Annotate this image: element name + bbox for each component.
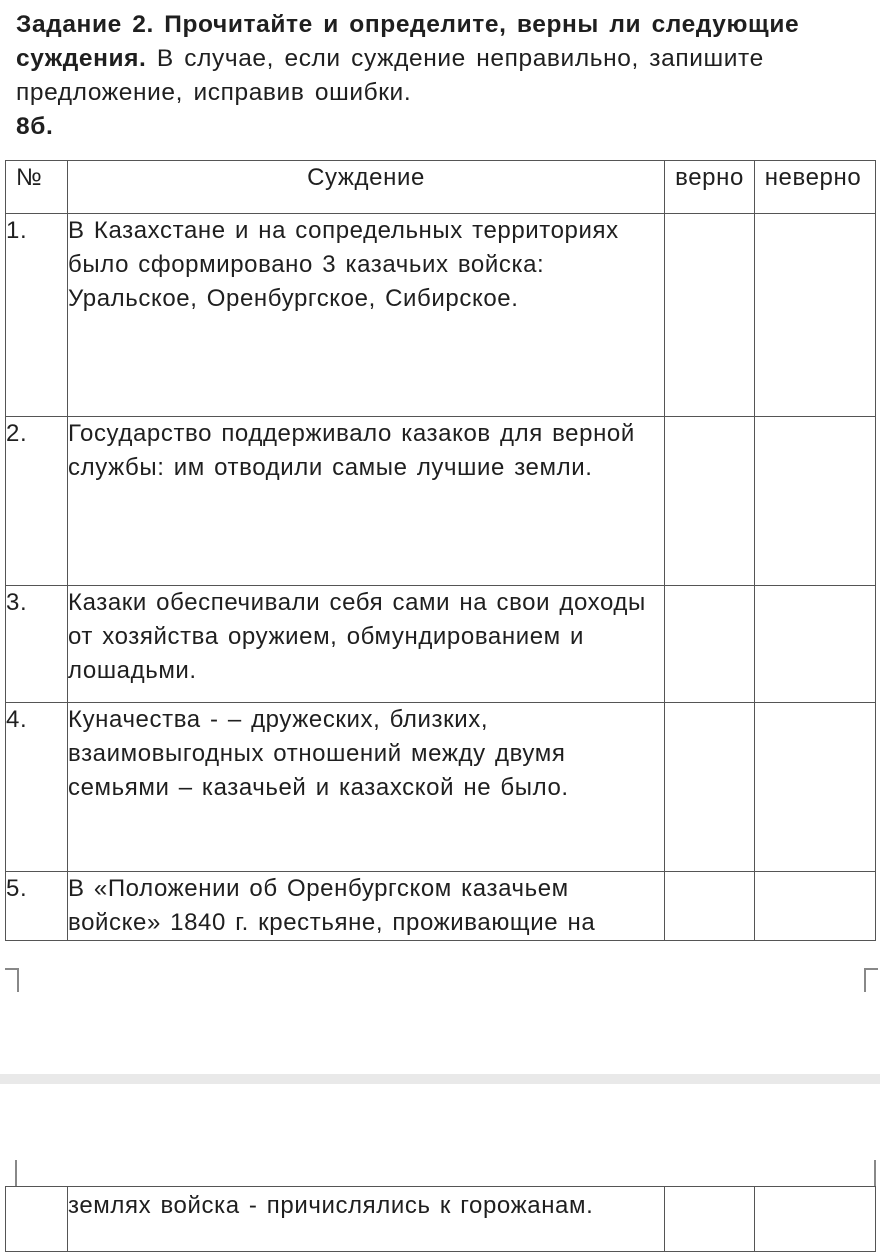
- row-number: [6, 1187, 68, 1252]
- row-number: 4.: [6, 703, 68, 872]
- statements-table-continuation: [5, 1186, 876, 1252]
- task-title: Задание 2. Прочитайте и определите, верны ли следующие суждения.: [16, 11, 800, 72]
- row-statement: В Казахстане и на сопредельных территориях было сформировано 3 казачьих войска: Уральское, Оренбургское, Сибирское.: [68, 214, 665, 417]
- false-answer-cell[interactable]: [755, 417, 876, 586]
- row-statement: Куначества - – дружеских, близких, взаимовыгодных отношений между двумя семьями – казачьей и казахской не было.: [68, 703, 665, 872]
- false-answer-cell[interactable]: [755, 586, 876, 703]
- true-answer-cell[interactable]: [665, 872, 755, 941]
- false-answer-cell[interactable]: [755, 703, 876, 872]
- true-answer-cell[interactable]: [665, 417, 755, 586]
- statements-table: [5, 160, 876, 941]
- page-break-divider: [0, 1074, 880, 1084]
- row-number: 1.: [6, 214, 68, 417]
- row-statement: В «Положении об Оренбургском казачьем войске» 1840 г. крестьяне, проживающие на: [68, 872, 665, 941]
- task-heading: [16, 8, 866, 144]
- header-statement: Суждение: [68, 161, 665, 214]
- table-row: [6, 703, 876, 872]
- table-row: [6, 872, 876, 941]
- true-answer-cell[interactable]: [665, 214, 755, 417]
- row-statement-continued: землях войска - причислялись к горожанам.: [68, 1187, 665, 1252]
- header-true: верно: [665, 161, 755, 214]
- page-corner-mark: [864, 968, 878, 992]
- false-answer-cell[interactable]: [755, 1187, 876, 1252]
- table-row: [6, 586, 876, 703]
- table-row: [6, 1187, 876, 1252]
- true-answer-cell[interactable]: [665, 703, 755, 872]
- row-statement: Государство поддерживало казаков для верной службы: им отводили самые лучшие земли.: [68, 417, 665, 586]
- task-score: 8б.: [16, 113, 54, 140]
- table-row: [6, 417, 876, 586]
- page-corner-mark: [862, 1160, 876, 1186]
- table-header-row: [6, 161, 876, 214]
- header-false: неверно: [755, 161, 876, 214]
- row-statement: Казаки обеспечивали себя сами на свои доходы от хозяйства оружием, обмундированием и лошадьми.: [68, 586, 665, 703]
- table-row: [6, 214, 876, 417]
- row-number: 3.: [6, 586, 68, 703]
- false-answer-cell[interactable]: [755, 872, 876, 941]
- true-answer-cell[interactable]: [665, 586, 755, 703]
- true-answer-cell[interactable]: [665, 1187, 755, 1252]
- false-answer-cell[interactable]: [755, 214, 876, 417]
- row-number: 2.: [6, 417, 68, 586]
- header-number: №: [6, 161, 68, 214]
- page-corner-mark: [5, 968, 19, 992]
- row-number: 5.: [6, 872, 68, 941]
- page-corner-mark: [15, 1160, 29, 1186]
- task-instruction: В случае, если суждение неправильно, запишите предложение, исправив ошибки.: [16, 45, 764, 106]
